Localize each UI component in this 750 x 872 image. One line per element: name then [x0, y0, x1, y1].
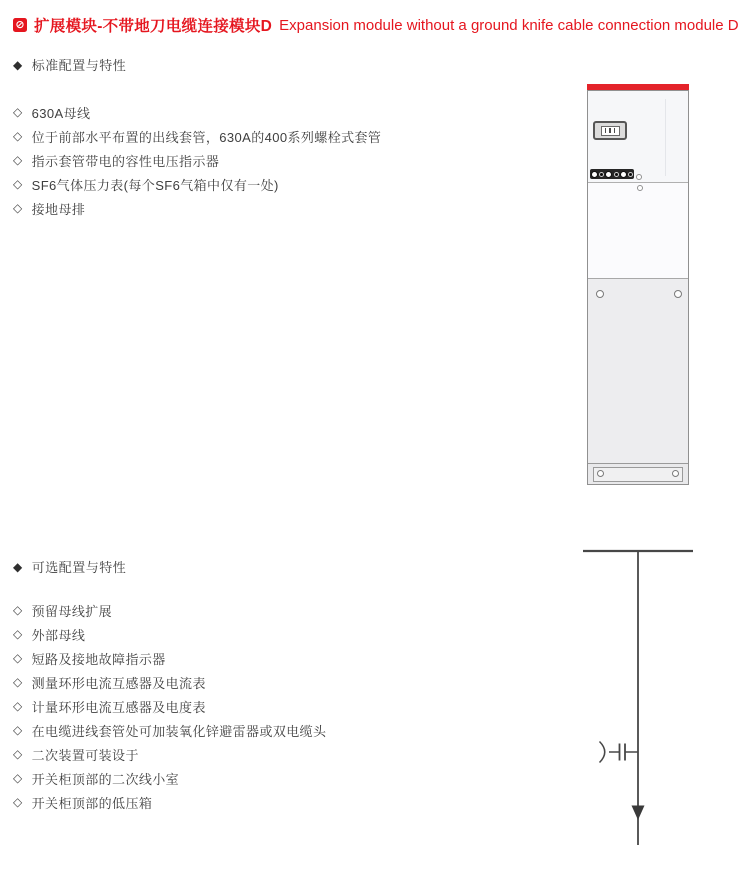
small-fastener-icon: [637, 185, 643, 191]
filled-diamond-bullet-icon: ◆: [13, 559, 23, 574]
cabinet-body: [587, 90, 689, 485]
optional-config-heading-label: 可选配置与特性: [31, 560, 127, 575]
list-item-label: 短路及接地故障指示器: [31, 651, 166, 667]
brand-prohibition-icon: ⊘: [13, 18, 27, 32]
standard-config-heading: [13, 55, 126, 74]
list-item-label: SF6气体压力表(每个SF6气箱中仅有一处): [31, 177, 279, 193]
list-item-label: 在电缆进线套管处可加装氧化锌避雷器或双电缆头: [31, 723, 327, 739]
open-diamond-bullet-icon: ◇: [13, 675, 23, 689]
open-diamond-bullet-icon: ◇: [13, 201, 23, 215]
page-title: [13, 15, 746, 35]
list-item: [13, 100, 381, 124]
list-item: [13, 766, 326, 790]
list-item-label: 指示套管带电的容性电压指示器: [31, 153, 220, 169]
page-title-zh: 扩展模块-不带地刀电缆连接模块D: [34, 18, 273, 35]
cabinet-upper-panel: [588, 91, 688, 183]
list-item: [13, 598, 326, 622]
panel-seam-line: [665, 99, 666, 176]
small-fastener-icon: [636, 174, 642, 180]
open-diamond-bullet-icon: ◇: [13, 699, 23, 713]
list-item-label: 二次装置可装设于: [31, 747, 139, 763]
list-item: [13, 148, 381, 172]
open-diamond-bullet-icon: ◇: [13, 747, 23, 761]
screw-icon: [596, 290, 604, 298]
open-diamond-bullet-icon: ◇: [13, 105, 23, 119]
list-item: [13, 694, 326, 718]
list-item-label: 位于前部水平布置的出线套管，630A的400系列螺栓式套管: [31, 129, 382, 145]
open-diamond-bullet-icon: ◇: [13, 627, 23, 641]
list-item: [13, 742, 326, 766]
list-item-label: 开关柜顶部的低压箱: [31, 795, 153, 811]
indicator-circle: [591, 171, 598, 178]
cabinet-lower-door: [588, 279, 688, 464]
list-item-label: 预留母线扩展: [31, 603, 113, 619]
filled-diamond-bullet-icon: ◆: [13, 57, 23, 72]
list-item: [13, 124, 381, 148]
optional-config-heading: [13, 557, 126, 576]
standard-config-list: [13, 100, 381, 220]
indicator-circle: [605, 171, 612, 178]
single-line-diagram: [555, 535, 750, 855]
open-diamond-bullet-icon: ◇: [13, 651, 23, 665]
page-title-en: Expansion module without a ground knife cable connection module D: [279, 16, 739, 34]
list-item: [13, 172, 381, 196]
indicator-dot: [599, 172, 604, 177]
open-diamond-bullet-icon: ◇: [13, 795, 23, 809]
open-diamond-bullet-icon: ◇: [13, 603, 23, 617]
list-item-label: 计量环形电流互感器及电度表: [31, 699, 206, 715]
cabinet-base: [588, 464, 688, 484]
list-item: [13, 646, 326, 670]
list-item-label: 外部母线: [31, 627, 86, 643]
optional-config-list: [13, 598, 326, 814]
screw-icon: [597, 470, 604, 477]
indicator-dot: [628, 172, 633, 177]
list-item: [13, 622, 326, 646]
list-item: [13, 196, 381, 220]
list-item: [13, 670, 326, 694]
cabinet-base-panel: [593, 467, 683, 482]
list-item: [13, 790, 326, 814]
cabinet-middle-panel: [588, 183, 688, 279]
list-item: [13, 718, 326, 742]
open-diamond-bullet-icon: ◇: [13, 723, 23, 737]
bushing-indicator-strip: [590, 169, 634, 179]
cable-outgoing-arrow: [632, 806, 645, 821]
screw-icon: [674, 290, 682, 298]
open-diamond-bullet-icon: ◇: [13, 177, 23, 191]
switchgear-cabinet-illustration: [587, 84, 689, 485]
list-item-label: 开关柜顶部的二次线小室: [31, 771, 180, 787]
indicator-dot: [614, 172, 619, 177]
indicator-circle: [620, 171, 627, 178]
screw-icon: [672, 470, 679, 477]
gauge-display-screen: [601, 126, 620, 136]
open-diamond-bullet-icon: ◇: [13, 153, 23, 167]
open-diamond-bullet-icon: ◇: [13, 129, 23, 143]
open-diamond-bullet-icon: ◇: [13, 771, 23, 785]
list-item-label: 630A母线: [31, 105, 91, 121]
standard-config-heading-label: 标准配置与特性: [31, 58, 127, 73]
list-item-label: 测量环形电流互感器及电流表: [31, 675, 206, 691]
list-item-label: 接地母排: [31, 201, 86, 217]
capacitive-voltage-indicator-symbol: [600, 742, 639, 763]
gauge-display: [593, 121, 627, 140]
